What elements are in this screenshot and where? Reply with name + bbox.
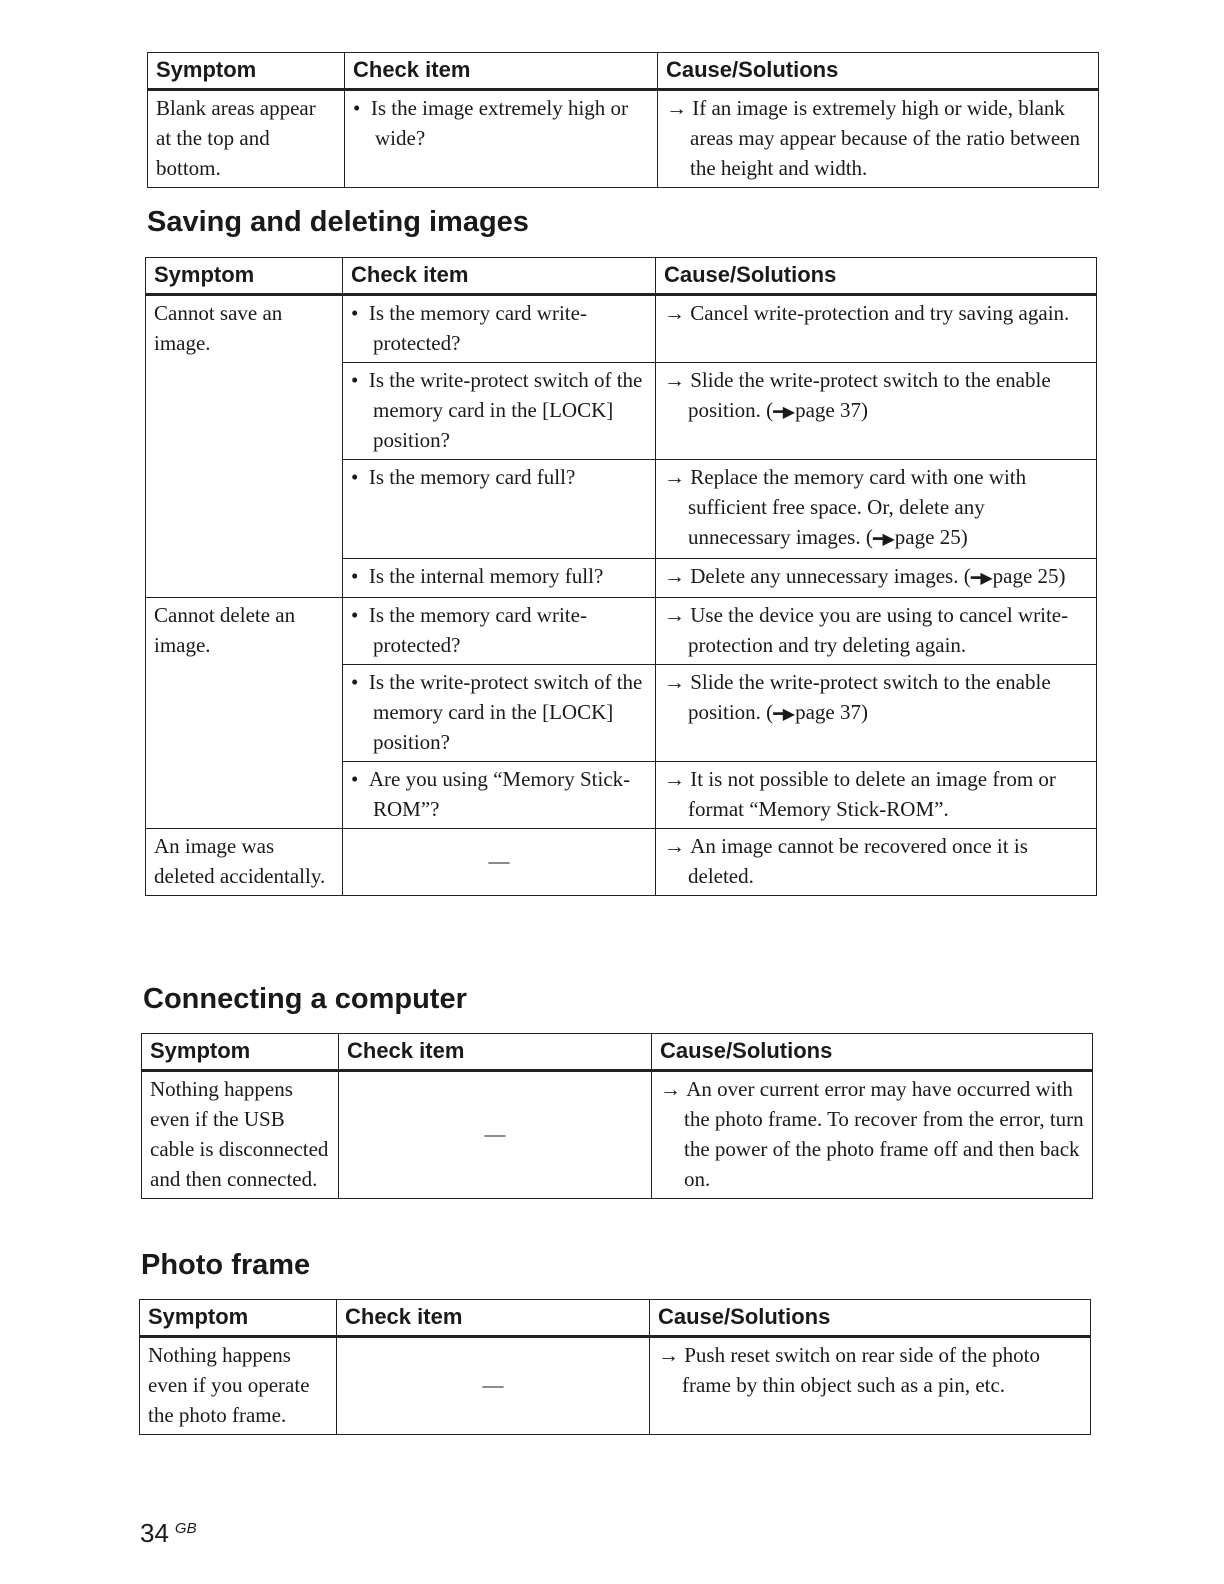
check-cell: • Is the write-protect switch of the memory card in the [LOCK] position? bbox=[343, 665, 656, 762]
table-row bbox=[146, 829, 1097, 896]
table-image-display bbox=[147, 52, 1099, 188]
header-symptom: Symptom bbox=[140, 1300, 337, 1337]
cause-text: Delete any unnecessary images. ( bbox=[690, 564, 971, 588]
header-symptom: Symptom bbox=[146, 258, 343, 295]
cause-text: Slide the write-protect switch to the enable position. ( bbox=[688, 670, 1051, 724]
arrow-icon: → bbox=[660, 1077, 681, 1101]
cause-text: Replace the memory card with one with sufficient free space. Or, delete any unnecessary images. ( bbox=[688, 465, 1027, 549]
check-cell: • Is the internal memory full? bbox=[343, 559, 656, 598]
page-ref: page 25) bbox=[992, 564, 1066, 588]
table-row bbox=[140, 1337, 1091, 1435]
symptom-cell: Cannot delete an image. bbox=[146, 598, 343, 829]
check-cell: • Is the memory card write-protected? bbox=[343, 295, 656, 363]
symptom-cell: An image was deleted accidentally. bbox=[146, 829, 343, 896]
section-title-saving: Saving and deleting images bbox=[147, 206, 529, 238]
arrow-icon: → bbox=[664, 301, 685, 325]
header-cause-solutions: Cause/Solutions bbox=[652, 1034, 1093, 1071]
table-row bbox=[146, 598, 1097, 665]
page-reference-icon: ━▶ bbox=[872, 529, 895, 548]
table-photo-frame bbox=[139, 1299, 1091, 1435]
page-reference-icon: ━▶ bbox=[970, 568, 993, 587]
table-row bbox=[142, 1071, 1093, 1199]
symptom-cell: Nothing happens even if you operate the photo frame. bbox=[140, 1337, 337, 1435]
header-cause-solutions: Cause/Solutions bbox=[650, 1300, 1091, 1337]
cause-cell bbox=[658, 90, 1099, 188]
arrow-icon: → bbox=[664, 465, 685, 489]
arrow-icon: → bbox=[664, 603, 685, 627]
check-cell: • Is the memory card write-protected? bbox=[343, 598, 656, 665]
cause-cell bbox=[656, 762, 1097, 829]
table-header-row bbox=[146, 258, 1097, 295]
arrow-icon: → bbox=[658, 1343, 679, 1367]
cause-text: It is not possible to delete an image from or format “Memory Stick-ROM”. bbox=[688, 767, 1056, 821]
check-text: Is the write-protect switch of the memory card in the [LOCK] position? bbox=[368, 368, 643, 452]
check-cell: • Is the memory card full? bbox=[343, 460, 656, 559]
table-connecting-computer bbox=[141, 1033, 1093, 1199]
arrow-icon: → bbox=[664, 564, 685, 588]
check-cell: — bbox=[339, 1071, 652, 1199]
cause-cell bbox=[656, 559, 1097, 598]
arrow-icon: → bbox=[664, 834, 685, 858]
symptom-cell: Blank areas appear at the top and bottom. bbox=[148, 90, 345, 188]
table-row bbox=[148, 90, 1099, 188]
table-header-row bbox=[148, 53, 1099, 90]
cause-text: Push reset switch on rear side of the photo frame by thin object such as a pin, etc. bbox=[682, 1343, 1041, 1397]
cause-cell bbox=[656, 363, 1097, 460]
page-ref: page 25) bbox=[894, 525, 968, 549]
cause-cell bbox=[656, 665, 1097, 762]
arrow-icon: → bbox=[664, 670, 685, 694]
symptom-cell: Nothing happens even if the USB cable is disconnected and then connected. bbox=[142, 1071, 339, 1199]
check-cell: — bbox=[343, 829, 656, 896]
table-header-row bbox=[142, 1034, 1093, 1071]
section-title-photo-frame: Photo frame bbox=[141, 1249, 311, 1281]
table-header-row bbox=[140, 1300, 1091, 1337]
check-text: Is the memory card write-protected? bbox=[368, 603, 587, 657]
header-symptom: Symptom bbox=[148, 53, 345, 90]
section-title-computer: Connecting a computer bbox=[143, 983, 467, 1015]
page-ref: page 37) bbox=[795, 398, 868, 422]
cause-text: Cancel write-protection and try saving again. bbox=[690, 301, 1070, 325]
check-text: Are you using “Memory Stick-ROM”? bbox=[368, 767, 631, 821]
table-saving-deleting bbox=[145, 257, 1097, 896]
page-ref: page 37) bbox=[795, 700, 868, 724]
check-text: Is the memory card write-protected? bbox=[368, 301, 587, 355]
page-number-value: 34 bbox=[140, 1518, 169, 1548]
cause-text: An image cannot be recovered once it is deleted. bbox=[688, 834, 1028, 888]
page-number bbox=[140, 1518, 197, 1549]
check-cell: • Is the image extremely high or wide? bbox=[345, 90, 658, 188]
arrow-icon: → bbox=[664, 368, 685, 392]
table-row bbox=[146, 295, 1097, 363]
header-check-item: Check item bbox=[337, 1300, 650, 1337]
header-check-item: Check item bbox=[343, 258, 656, 295]
cause-text: Slide the write-protect switch to the enable position. ( bbox=[688, 368, 1051, 422]
page-reference-icon: ━▶ bbox=[773, 704, 796, 723]
header-symptom: Symptom bbox=[142, 1034, 339, 1071]
symptom-cell: Cannot save an image. bbox=[146, 295, 343, 598]
check-cell: • Are you using “Memory Stick-ROM”? bbox=[343, 762, 656, 829]
arrow-icon: → bbox=[666, 96, 687, 120]
region-code: GB bbox=[174, 1520, 197, 1537]
check-text: Is the image extremely high or wide? bbox=[370, 96, 629, 150]
check-text: Is the memory card full? bbox=[368, 465, 576, 489]
page-reference-icon: ━▶ bbox=[773, 402, 796, 421]
check-text: Is the write-protect switch of the memory card in the [LOCK] position? bbox=[368, 670, 643, 754]
cause-cell bbox=[656, 598, 1097, 665]
cause-text: An over current error may have occurred with the photo frame. To recover from the error, turn the power of the photo frame off and then back on. bbox=[684, 1077, 1084, 1191]
check-text: Is the internal memory full? bbox=[368, 564, 604, 588]
cause-text: Use the device you are using to cancel write-protection and try deleting again. bbox=[688, 603, 1069, 657]
cause-cell bbox=[656, 829, 1097, 896]
header-check-item: Check item bbox=[339, 1034, 652, 1071]
check-cell: — bbox=[337, 1337, 650, 1435]
header-cause-solutions: Cause/Solutions bbox=[658, 53, 1099, 90]
header-cause-solutions: Cause/Solutions bbox=[656, 258, 1097, 295]
cause-cell bbox=[652, 1071, 1093, 1199]
check-cell: • Is the write-protect switch of the memory card in the [LOCK] position? bbox=[343, 363, 656, 460]
cause-text: If an image is extremely high or wide, blank areas may appear because of the ratio between the height and width. bbox=[690, 96, 1081, 180]
cause-cell bbox=[656, 295, 1097, 363]
arrow-icon: → bbox=[664, 767, 685, 791]
cause-cell bbox=[656, 460, 1097, 559]
header-check-item: Check item bbox=[345, 53, 658, 90]
cause-cell bbox=[650, 1337, 1091, 1435]
